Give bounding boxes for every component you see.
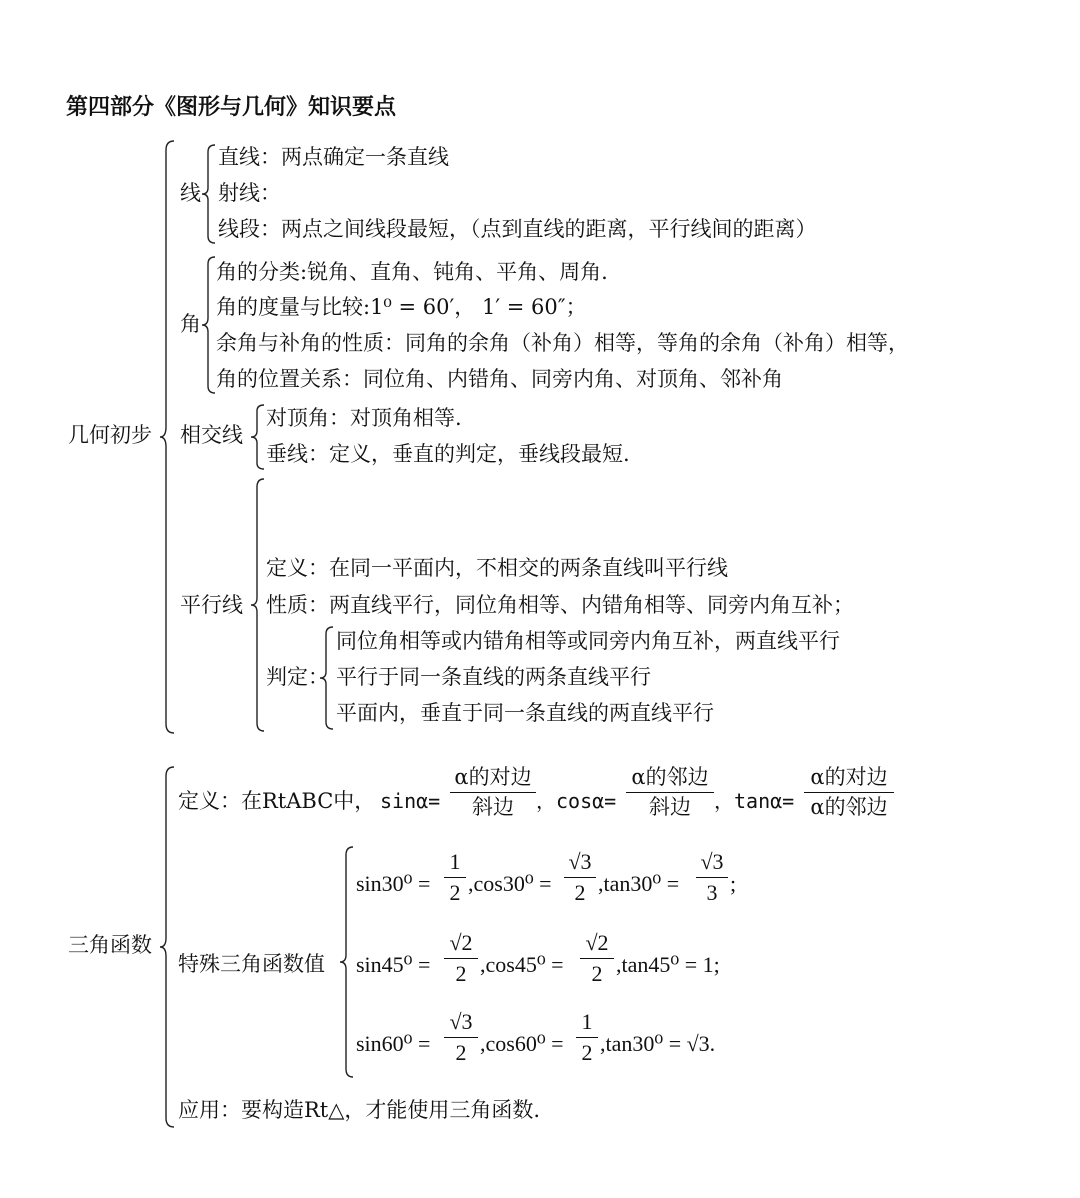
- fraction-bar: [444, 958, 478, 959]
- trig-brace: [158, 766, 178, 1130]
- denominator: 2: [455, 961, 467, 987]
- cos-denominator: 斜边: [649, 795, 691, 820]
- fraction-bar: [564, 877, 596, 878]
- denominator: 2: [581, 1040, 593, 1066]
- cos60-label: ,cos60⁰ =: [480, 1031, 564, 1056]
- sin60-label: sin60⁰ =: [356, 1031, 431, 1056]
- tan-prefix: ，tanα=: [714, 789, 795, 813]
- numerator: √3: [449, 1009, 473, 1034]
- judge-item: 同位角相等或内错角相等或同旁内角互补，两直线平行: [336, 629, 840, 653]
- sin30-label: sin30⁰ =: [356, 871, 431, 896]
- cos-numerator: α的邻边: [631, 765, 709, 789]
- fraction-bar: [580, 958, 614, 959]
- denominator: 2: [449, 880, 461, 906]
- parallel-definition: 定义：在同一平面内，不相交的两条直线叫平行线: [266, 556, 728, 580]
- fraction-bar: [444, 877, 466, 878]
- trig-application: 应用：要构造Rt△，才能使用三角函数.: [178, 1098, 541, 1122]
- line-brace: [200, 144, 218, 244]
- line-item: 直线：两点确定一条直线: [218, 145, 449, 169]
- parallel-property: 性质：两直线平行，同位角相等、内错角相等、同旁内角互补；: [266, 593, 854, 617]
- denominator: 3: [706, 880, 718, 906]
- cos30-fraction: [564, 850, 596, 905]
- denominator: 2: [455, 1040, 467, 1066]
- angle-item: 角的位置关系：同位角、内错角、同旁内角、对顶角、邻补角: [216, 367, 783, 391]
- fraction-bar: [696, 877, 728, 878]
- fraction-bar: [450, 792, 536, 793]
- fraction-bar: [576, 1037, 598, 1038]
- geometry-brace: [158, 140, 178, 734]
- page-title: 第四部分《图形与几何》知识要点: [66, 95, 397, 120]
- numerator: √2: [585, 930, 609, 955]
- line-item: 射线：: [218, 181, 281, 205]
- trig-label: 三角函数: [68, 933, 152, 957]
- sin60-fraction: [444, 1010, 478, 1065]
- judge-item: 平行于同一条直线的两条直线平行: [336, 665, 651, 689]
- line-label: 线: [180, 181, 201, 205]
- cos30-label: ,cos30⁰ =: [468, 871, 552, 896]
- angle-item: 余角与补角的性质：同角的余角（补角）相等，等角的余角（补角）相等，: [216, 331, 909, 355]
- numerator: √3: [568, 849, 592, 874]
- sin-numerator: α的对边: [454, 765, 532, 789]
- cos60-fraction: [576, 1010, 598, 1065]
- line-item: 线段：两点之间线段最短，（点到直线的距离，平行线间的距离）: [218, 217, 817, 241]
- sin-prefix: sinα=: [380, 789, 441, 813]
- special-values-brace: [338, 846, 356, 1078]
- numerator: 1: [449, 849, 461, 874]
- judge-brace: [318, 626, 336, 730]
- geometry-label: 几何初步: [68, 423, 152, 447]
- sin45-label: sin45⁰ =: [356, 952, 431, 977]
- sin-denominator: 斜边: [472, 795, 514, 820]
- sin-definition-fraction: [450, 766, 536, 819]
- fraction-bar: [444, 1037, 478, 1038]
- denominator: 2: [574, 880, 586, 906]
- tan60-label: ,tan30⁰ = √3.: [600, 1031, 716, 1056]
- angle-item: 角的度量与比较:1⁰ = 60′， 1′ = 60″；: [216, 295, 587, 319]
- sin45-fraction: [444, 931, 478, 986]
- angle-label: 角: [180, 312, 201, 336]
- tan-denominator: α的邻边: [810, 795, 888, 820]
- cos45-fraction: [580, 931, 614, 986]
- trig-def-prefix: 定义：在RtABC中，: [178, 789, 376, 813]
- special-values-label: 特殊三角函数值: [178, 952, 325, 976]
- intersect-item: 对顶角：对顶角相等.: [266, 406, 462, 430]
- cos45-label: ,cos45⁰ =: [480, 952, 564, 977]
- numerator: √3: [700, 849, 724, 874]
- denominator: 2: [591, 961, 603, 987]
- numerator: √2: [449, 930, 473, 955]
- judge-item: 平面内，垂直于同一条直线的两直线平行: [336, 701, 714, 725]
- tan-definition-fraction: [804, 766, 894, 819]
- intersect-brace: [249, 404, 267, 470]
- tan45-label: ,tan45⁰ = 1;: [616, 952, 720, 977]
- tan-numerator: α的对边: [810, 765, 888, 789]
- tan30-fraction: [696, 850, 728, 905]
- parallel-brace: [249, 478, 267, 732]
- fraction-bar: [804, 792, 894, 793]
- cos-definition-fraction: [626, 766, 714, 819]
- numerator: 1: [581, 1009, 593, 1034]
- cos-prefix: ，cosα=: [536, 789, 617, 813]
- parallel-judge-label: 判定：: [266, 665, 329, 689]
- intersect-item: 垂线：定义，垂直的判定，垂线段最短.: [266, 442, 630, 466]
- angle-item: 角的分类:锐角、直角、钝角、平角、周角.: [216, 260, 608, 284]
- sin30-fraction: [444, 850, 466, 905]
- intersect-label: 相交线: [180, 423, 243, 447]
- parallel-label: 平行线: [180, 593, 243, 617]
- tan30-label: ,tan30⁰ =: [598, 871, 680, 896]
- fraction-bar: [626, 792, 714, 793]
- row30-end: ;: [730, 871, 737, 896]
